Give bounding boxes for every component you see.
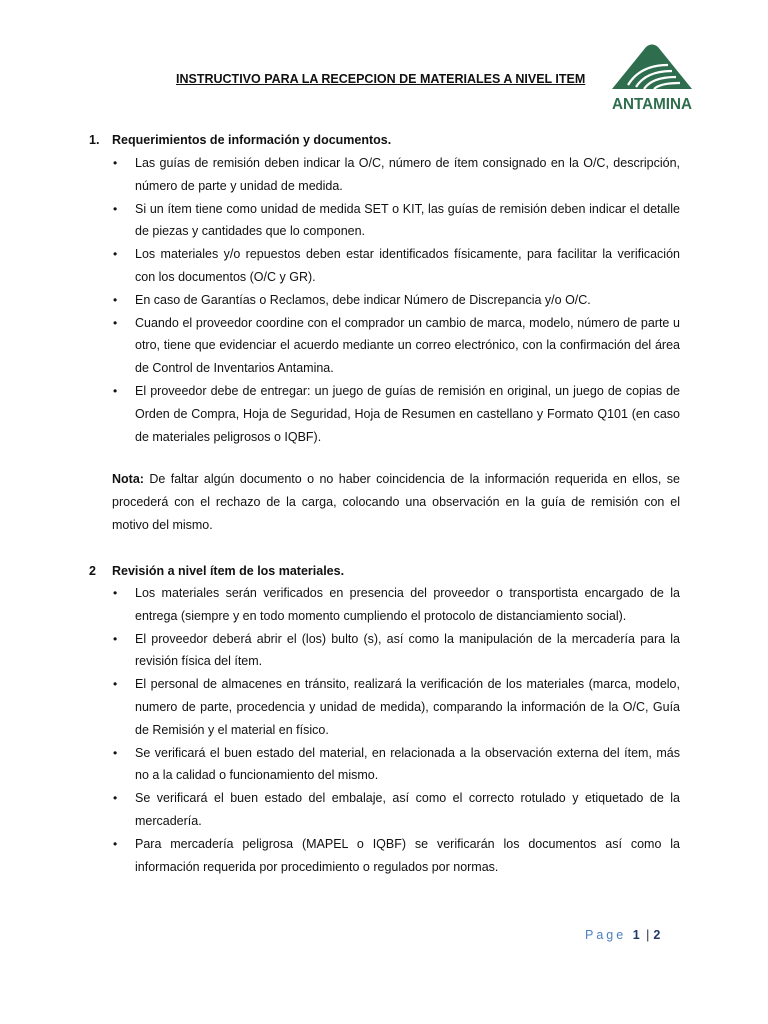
page-footer	[585, 928, 660, 942]
list-item: • Se verificará el buen estado del material, en relacionada a la observación externa del ítem, más no a la calidad o funcionamiento del mismo.	[0, 742, 680, 788]
page-label: Page	[585, 928, 627, 942]
section-2-title: Revisión a nivel ítem de los materiales.	[112, 564, 345, 578]
list-item: • Los materiales serán verificados en presencia del proveedor o transportista encargado de la entrega (siempre y en todo momento cumpliendo el protocolo de distanciamiento social).	[0, 582, 680, 628]
list-item: • Los materiales y/o repuestos deben estar identificados físicamente, para facilitar la verificación con los documentos (O/C y GR).	[0, 243, 680, 289]
list-item: • El personal de almacenes en tránsito, realizará la verificación de los materiales (marca, modelo, numero de parte, procedencia y unidad de medida), comparando la información de la O/C, Guía de Remisión y el material en físico.	[0, 673, 680, 741]
document-title: INSTRUCTIVO PARA LA RECEPCION DE MATERIALES A NIVEL ITEM	[176, 72, 586, 86]
svg-text:ANTAMINA: ANTAMINA	[612, 96, 693, 113]
note-text: De faltar algún documento o no haber coincidencia de la información requerida en ellos, se procederá con el rechazo de la carga, colocando una observación en la guía de remisión con el motivo del mismo.	[112, 472, 680, 532]
list-item: • Para mercadería peligrosa (MAPEL o IQBF) se verificarán los documentos así como la información requerida por procedimiento o regulados por normas.	[0, 833, 680, 879]
section-1-list	[0, 152, 768, 448]
list-item: • Si un ítem tiene como unidad de medida SET o KIT, las guías de remisión deben indicar el detalle de piezas y cantidades que lo componen.	[0, 198, 680, 244]
section-1-number: 1.	[89, 133, 100, 147]
page-current: 1	[632, 928, 640, 942]
list-item: • Se verificará el buen estado del embalaje, así como el correcto rotulado y etiquetado de la mercadería.	[0, 787, 680, 833]
section-2-list	[0, 582, 768, 878]
list-item: • En caso de Garantías o Reclamos, debe indicar Número de Discrepancia y/o O/C.	[0, 289, 680, 312]
mountain-logo-icon	[610, 43, 694, 127]
section-1-heading	[89, 133, 489, 149]
section-1-title: Requerimientos de información y documentos.	[112, 133, 392, 147]
page-total: 2	[653, 928, 661, 942]
page-separator: |	[646, 928, 650, 942]
list-item: • El proveedor debe de entregar: un juego de guías de remisión en original, un juego de copias de Orden de Compra, Hoja de Seguridad, Hoja de Resumen en castellano y Formato Q101 (en caso de materiales peligrosos o IQBF).	[0, 380, 680, 448]
note-paragraph	[112, 468, 680, 536]
list-item: • Cuando el proveedor coordine con el comprador un cambio de marca, modelo, número de parte u otro, tiene que evidenciar el acuerdo mediante un correo electrónico, con la confirmación del área de Control de Inventarios Antamina.	[0, 312, 680, 380]
note-label: Nota:	[112, 472, 144, 486]
list-item: • El proveedor deberá abrir el (los) bulto (s), así como la manipulación de la mercadería para la revisión física del ítem.	[0, 628, 680, 674]
antamina-logo	[610, 43, 694, 127]
section-2-number: 2	[89, 564, 96, 578]
list-item: • Las guías de remisión deben indicar la O/C, número de ítem consignado en la O/C, descripción, número de parte y unidad de medida.	[0, 152, 680, 198]
section-2-heading	[89, 564, 489, 580]
